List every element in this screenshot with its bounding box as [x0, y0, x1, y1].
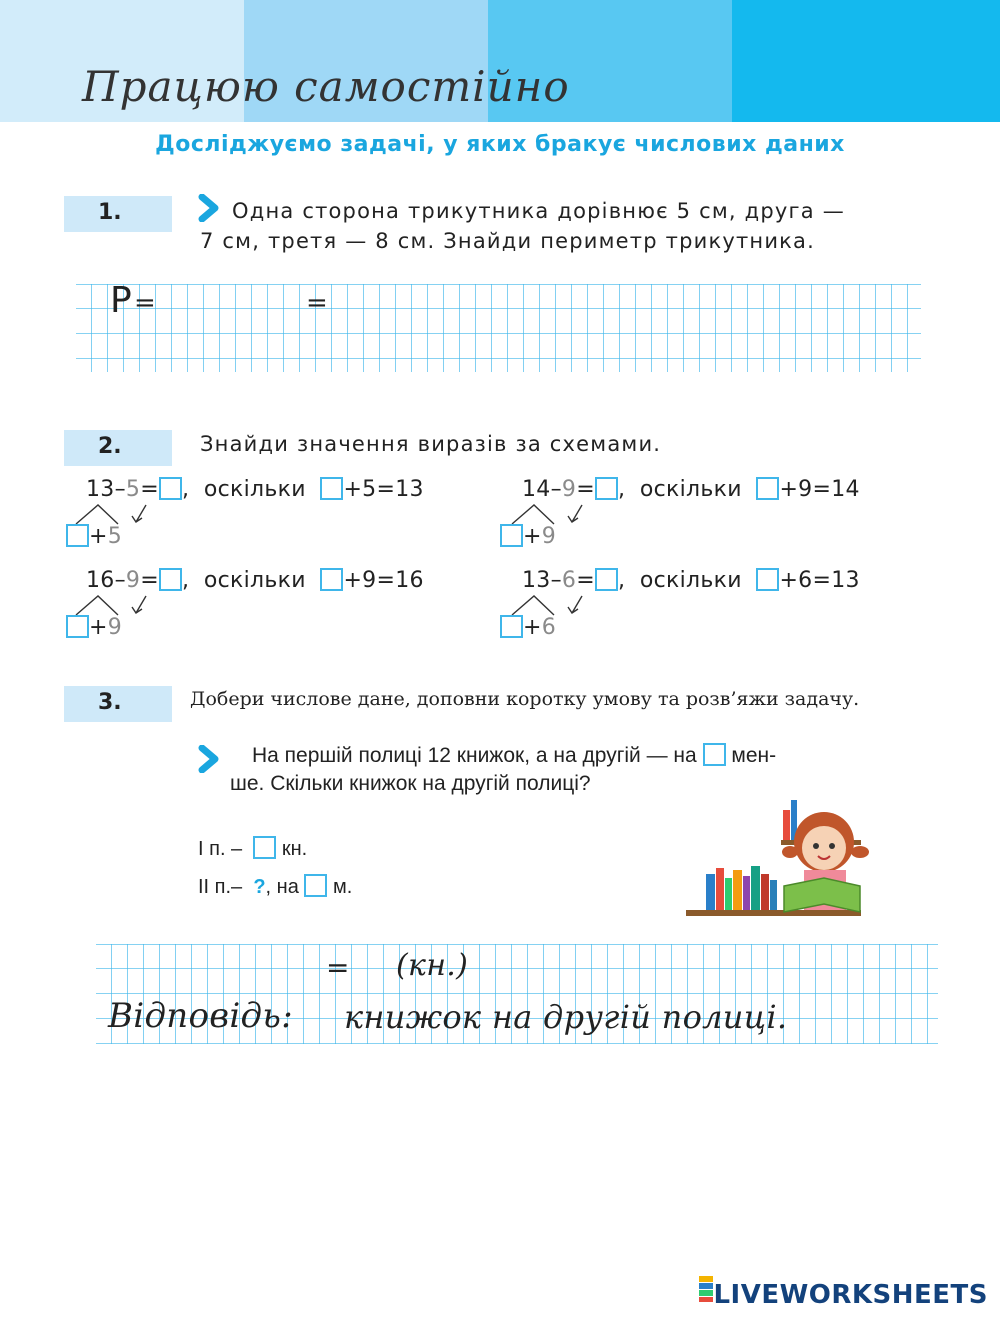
equals-sign: = — [326, 951, 350, 984]
expression-3: 16–9= , оскільки +9=16 — [86, 568, 424, 593]
answer-box[interactable] — [756, 477, 779, 500]
answer-box[interactable] — [595, 477, 618, 500]
answer-box[interactable] — [756, 568, 779, 591]
answer-box[interactable] — [159, 477, 182, 500]
page-title: Працюю самостійно — [82, 62, 570, 111]
expression-4: 13–6= , оскільки +6=13 — [522, 568, 860, 593]
expression-1: 13–5= , оскільки +5=13 — [86, 477, 424, 502]
answer-box[interactable] — [304, 874, 327, 897]
liveworksheets-logo: LIVEWORKSHEETS — [699, 1276, 988, 1310]
answer-box[interactable] — [159, 568, 182, 591]
task-1-answer-grid[interactable] — [76, 284, 921, 372]
answer-box[interactable] — [66, 524, 89, 547]
girl-reading-illustration — [686, 790, 896, 920]
answer-box[interactable] — [320, 568, 343, 591]
answer-box[interactable] — [253, 836, 276, 859]
scheme-4: +6 — [500, 615, 556, 640]
chevron-right-icon — [198, 745, 220, 773]
task-3-number: 3. — [98, 690, 122, 715]
scheme-1: +5 — [66, 524, 122, 549]
task-1-text-line2: 7 см, третя — 8 см. Знайди периметр трикутника. — [200, 229, 815, 253]
scheme-2: +9 — [500, 524, 556, 549]
equals-sign: = — [306, 288, 329, 318]
scheme-3: +9 — [66, 615, 122, 640]
expression-2: 14–9= , оскільки +9=14 — [522, 477, 860, 502]
task-1-number-box — [64, 196, 172, 232]
task-3-problem-line2: ше. Скільки книжок на другій полиці? — [230, 772, 591, 795]
condition-1: І п. – кн. — [198, 838, 308, 860]
perimeter-label: P — [110, 280, 133, 321]
task-2-number-box — [64, 430, 172, 466]
answer-box[interactable] — [703, 743, 726, 766]
answer-text: книжок на другій полиці. — [344, 998, 788, 1036]
answer-box[interactable] — [500, 524, 523, 547]
task-2-number: 2. — [98, 434, 122, 459]
live-badge-icon — [699, 1276, 713, 1302]
task-1-number: 1. — [98, 200, 122, 225]
task-3-problem-line1: На першій полиці 12 книжок, а на другій — на мен- — [252, 744, 777, 767]
task-3-instruction: Добери числове дане, доповни коротку умову та розв’яжи задачу. — [190, 688, 860, 710]
condition-2: ІІ п.– ?, на м. — [198, 876, 353, 898]
task-1-text-line1: Одна сторона трикутника дорівнює 5 см, друга — — [232, 199, 845, 223]
answer-box[interactable] — [320, 477, 343, 500]
equals-sign: = — [134, 288, 157, 318]
task-3-number-box — [64, 686, 172, 722]
answer-box[interactable] — [66, 615, 89, 638]
section-subtitle: Досліджуємо задачі, у яких бракує числових даних — [155, 132, 845, 157]
unit-label: (кн.) — [396, 948, 469, 983]
answer-box[interactable] — [500, 615, 523, 638]
chevron-right-icon — [198, 194, 220, 222]
task-2-instruction: Знайди значення виразів за схемами. — [200, 432, 662, 456]
answer-label: Відповідь: — [108, 996, 293, 1036]
answer-box[interactable] — [595, 568, 618, 591]
header-band-4 — [732, 0, 1000, 122]
